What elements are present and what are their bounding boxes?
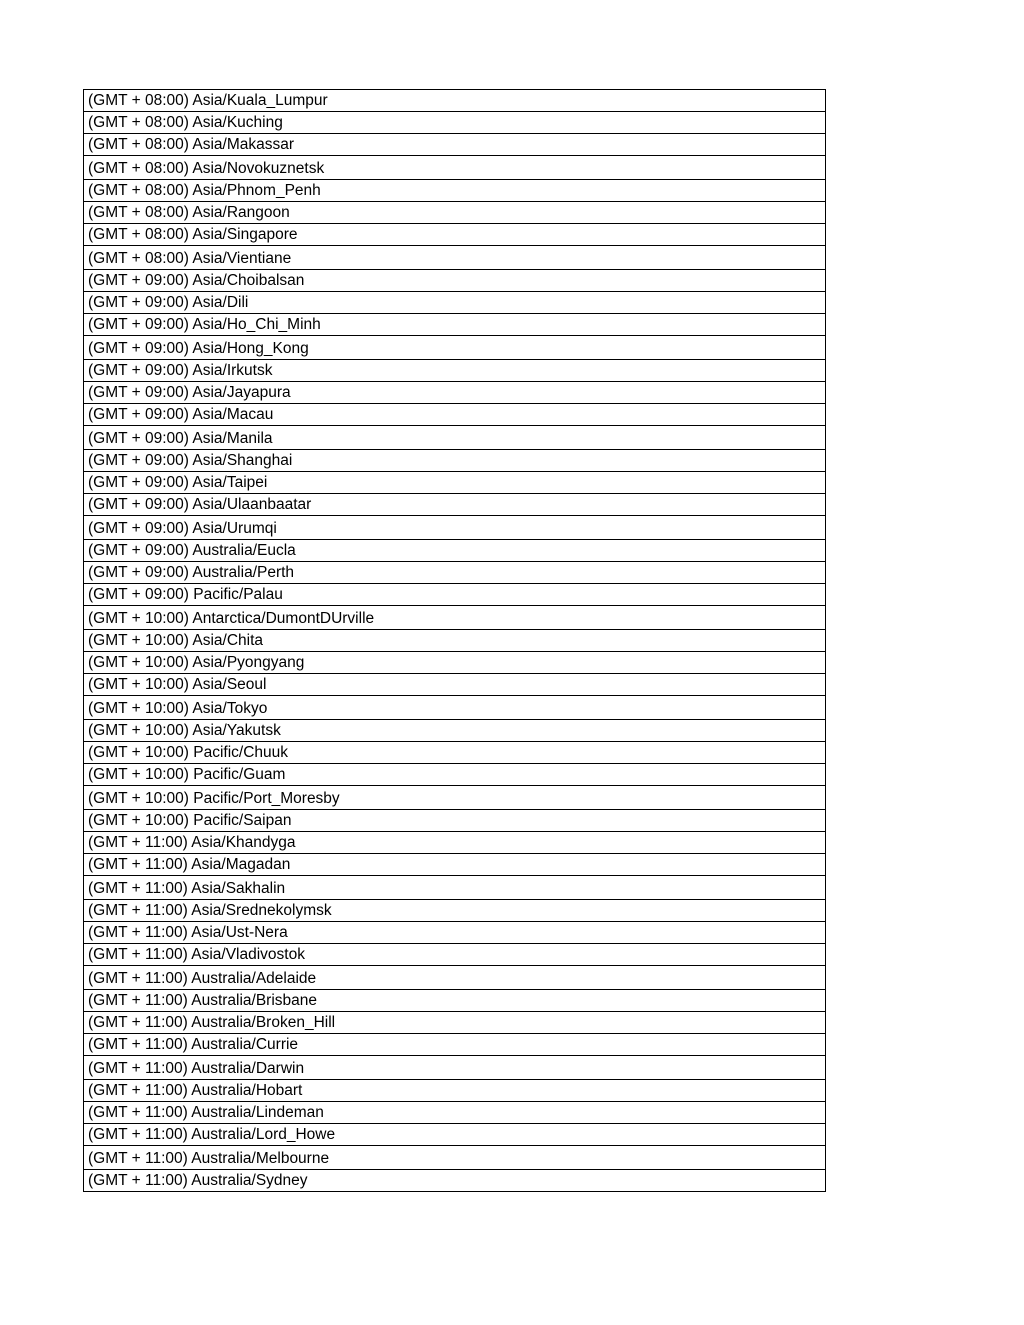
- table-row: [84, 450, 826, 472]
- table-row: [84, 426, 826, 450]
- table-row: [84, 1102, 826, 1124]
- table-row: [84, 472, 826, 494]
- timezone-table-body: [84, 90, 826, 1192]
- table-row: [84, 336, 826, 360]
- timezone-cell: (GMT + 10:00) Pacific/Guam: [84, 764, 826, 786]
- table-row: [84, 112, 826, 134]
- timezone-cell: (GMT + 10:00) Asia/Tokyo: [84, 696, 826, 720]
- table-row: [84, 156, 826, 180]
- table-row: [84, 944, 826, 966]
- timezone-cell: (GMT + 10:00) Asia/Pyongyang: [84, 652, 826, 674]
- table-row: [84, 990, 826, 1012]
- table-row: [84, 720, 826, 742]
- table-row: [84, 674, 826, 696]
- table-row: [84, 1080, 826, 1102]
- timezone-cell: (GMT + 11:00) Australia/Adelaide: [84, 966, 826, 990]
- table-row: [84, 630, 826, 652]
- table-row: [84, 540, 826, 562]
- timezone-cell: (GMT + 11:00) Asia/Sakhalin: [84, 876, 826, 900]
- timezone-cell: (GMT + 09:00) Asia/Choibalsan: [84, 270, 826, 292]
- timezone-cell: (GMT + 08:00) Asia/Singapore: [84, 224, 826, 246]
- table-row: [84, 584, 826, 606]
- table-row: [84, 764, 826, 786]
- timezone-cell: (GMT + 09:00) Asia/Manila: [84, 426, 826, 450]
- table-row: [84, 382, 826, 404]
- timezone-cell: (GMT + 09:00) Asia/Macau: [84, 404, 826, 426]
- timezone-cell: (GMT + 11:00) Asia/Srednekolymsk: [84, 900, 826, 922]
- table-row: [84, 202, 826, 224]
- table-row: [84, 854, 826, 876]
- timezone-cell: (GMT + 11:00) Asia/Ust-Nera: [84, 922, 826, 944]
- timezone-cell: (GMT + 09:00) Asia/Irkutsk: [84, 360, 826, 382]
- timezone-cell: (GMT + 11:00) Australia/Currie: [84, 1034, 826, 1056]
- table-row: [84, 314, 826, 336]
- table-row: [84, 180, 826, 202]
- timezone-cell: (GMT + 10:00) Asia/Seoul: [84, 674, 826, 696]
- table-row: [84, 494, 826, 516]
- timezone-cell: (GMT + 09:00) Asia/Jayapura: [84, 382, 826, 404]
- table-row: [84, 224, 826, 246]
- table-row: [84, 404, 826, 426]
- table-row: [84, 786, 826, 810]
- timezone-cell: (GMT + 11:00) Asia/Vladivostok: [84, 944, 826, 966]
- timezone-cell: (GMT + 11:00) Australia/Lindeman: [84, 1102, 826, 1124]
- timezone-cell: (GMT + 11:00) Asia/Magadan: [84, 854, 826, 876]
- timezone-cell: (GMT + 10:00) Pacific/Saipan: [84, 810, 826, 832]
- table-row: [84, 810, 826, 832]
- table-row: [84, 90, 826, 112]
- timezone-cell: (GMT + 11:00) Australia/Sydney: [84, 1170, 826, 1192]
- table-row: [84, 1124, 826, 1146]
- table-row: [84, 900, 826, 922]
- timezone-cell: (GMT + 09:00) Asia/Taipei: [84, 472, 826, 494]
- timezone-cell: (GMT + 11:00) Australia/Lord_Howe: [84, 1124, 826, 1146]
- timezone-cell: (GMT + 09:00) Asia/Ulaanbaatar: [84, 494, 826, 516]
- table-row: [84, 516, 826, 540]
- timezone-cell: (GMT + 08:00) Asia/Kuching: [84, 112, 826, 134]
- timezone-cell: (GMT + 10:00) Asia/Chita: [84, 630, 826, 652]
- timezone-cell: (GMT + 09:00) Australia/Perth: [84, 562, 826, 584]
- timezone-cell: (GMT + 11:00) Australia/Hobart: [84, 1080, 826, 1102]
- timezone-cell: (GMT + 09:00) Asia/Hong_Kong: [84, 336, 826, 360]
- table-row: [84, 696, 826, 720]
- table-row: [84, 742, 826, 764]
- table-row: [84, 922, 826, 944]
- timezone-cell: (GMT + 09:00) Asia/Urumqi: [84, 516, 826, 540]
- timezone-table: [83, 89, 826, 1192]
- timezone-cell: (GMT + 08:00) Asia/Makassar: [84, 134, 826, 156]
- table-row: [84, 562, 826, 584]
- timezone-cell: (GMT + 08:00) Asia/Rangoon: [84, 202, 826, 224]
- timezone-cell: (GMT + 11:00) Australia/Darwin: [84, 1056, 826, 1080]
- timezone-cell: (GMT + 10:00) Asia/Yakutsk: [84, 720, 826, 742]
- timezone-cell: (GMT + 09:00) Australia/Eucla: [84, 540, 826, 562]
- table-row: [84, 606, 826, 630]
- timezone-cell: (GMT + 09:00) Asia/Dili: [84, 292, 826, 314]
- table-row: [84, 360, 826, 382]
- table-row: [84, 246, 826, 270]
- table-row: [84, 1034, 826, 1056]
- table-row: [84, 1146, 826, 1170]
- table-row: [84, 832, 826, 854]
- table-row: [84, 1056, 826, 1080]
- timezone-cell: (GMT + 10:00) Pacific/Port_Moresby: [84, 786, 826, 810]
- timezone-cell: (GMT + 08:00) Asia/Vientiane: [84, 246, 826, 270]
- timezone-cell: (GMT + 10:00) Antarctica/DumontDUrville: [84, 606, 826, 630]
- table-row: [84, 966, 826, 990]
- table-row: [84, 134, 826, 156]
- timezone-cell: (GMT + 10:00) Pacific/Chuuk: [84, 742, 826, 764]
- table-row: [84, 876, 826, 900]
- table-row: [84, 652, 826, 674]
- timezone-cell: (GMT + 11:00) Asia/Khandyga: [84, 832, 826, 854]
- timezone-cell: (GMT + 09:00) Pacific/Palau: [84, 584, 826, 606]
- table-row: [84, 1012, 826, 1034]
- timezone-cell: (GMT + 08:00) Asia/Novokuznetsk: [84, 156, 826, 180]
- timezone-cell: (GMT + 08:00) Asia/Phnom_Penh: [84, 180, 826, 202]
- timezone-cell: (GMT + 09:00) Asia/Ho_Chi_Minh: [84, 314, 826, 336]
- timezone-cell: (GMT + 11:00) Australia/Broken_Hill: [84, 1012, 826, 1034]
- timezone-cell: (GMT + 08:00) Asia/Kuala_Lumpur: [84, 90, 826, 112]
- timezone-cell: (GMT + 11:00) Australia/Melbourne: [84, 1146, 826, 1170]
- table-row: [84, 270, 826, 292]
- timezone-cell: (GMT + 11:00) Australia/Brisbane: [84, 990, 826, 1012]
- table-row: [84, 292, 826, 314]
- table-row: [84, 1170, 826, 1192]
- timezone-cell: (GMT + 09:00) Asia/Shanghai: [84, 450, 826, 472]
